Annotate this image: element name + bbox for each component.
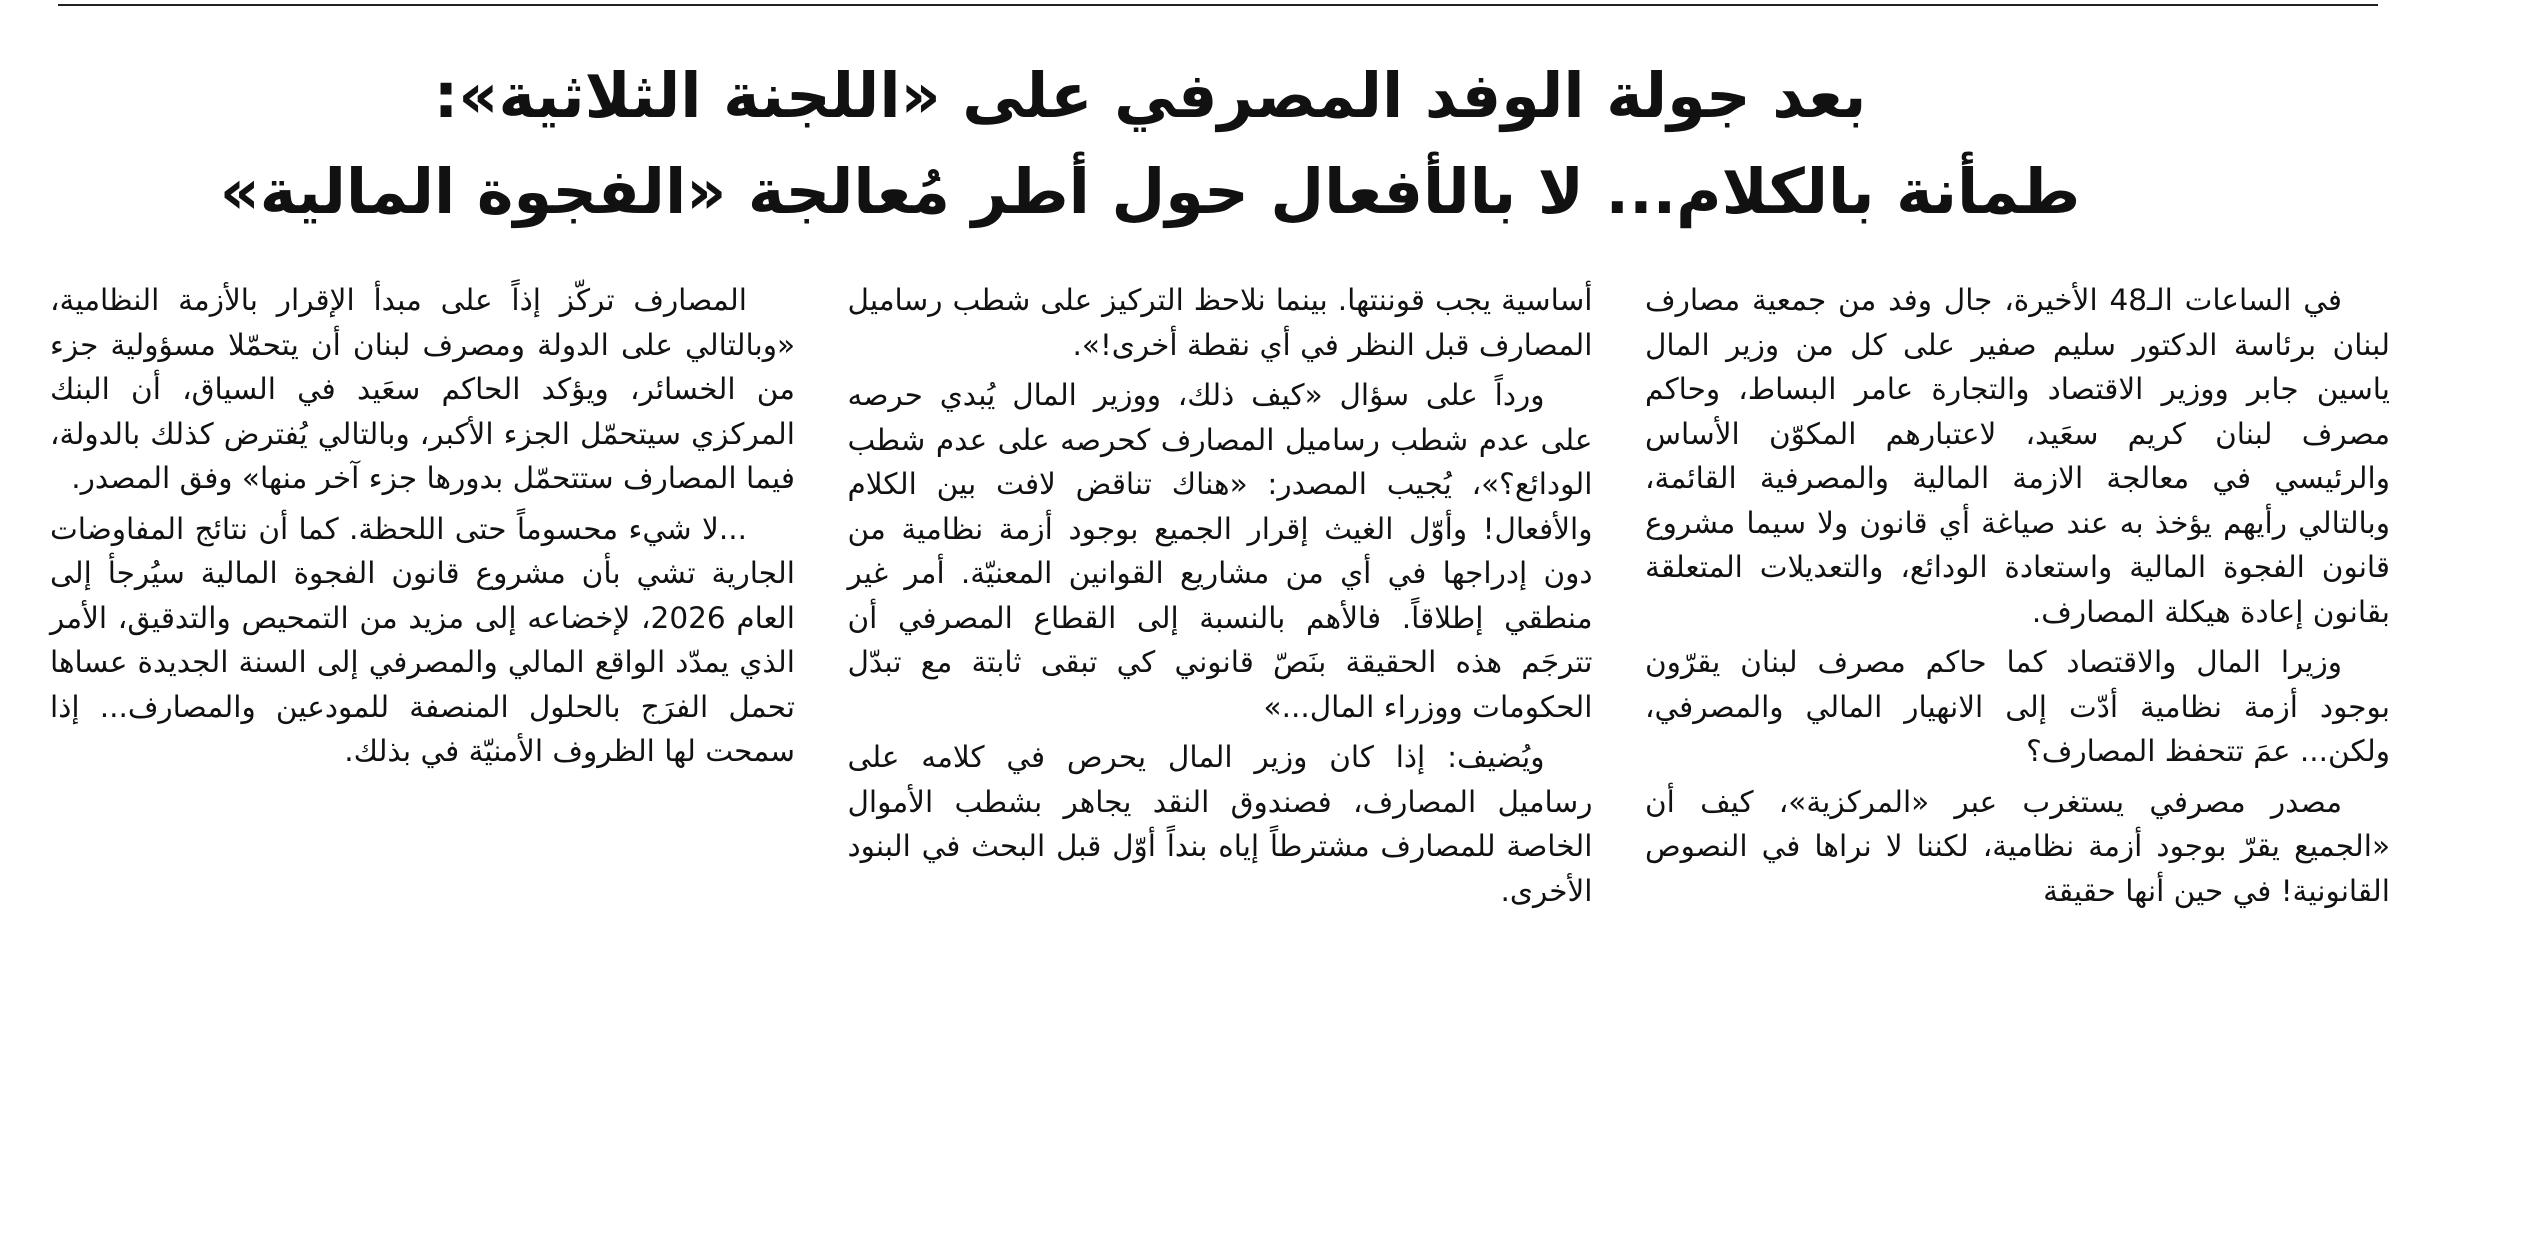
- article-column-2: [848, 278, 1593, 1078]
- paragraph: المصارف تركّز إذاً على مبدأ الإقرار بالأزمة النظامية، «وبالتالي على الدولة ومصرف لبنان أن يتحمّلا مسؤولية جزء من الخسائر، ويؤكد الحاكم سعَيد في السياق، أن البنك المركزي سيتحمّل الجزء الأكبر، وبالتالي يُفترض كذلك بالدولة، فيما المصارف ستتحمّل بدورها جزء آخر منها» وفق المصدر.: [50, 283, 795, 495]
- paragraph: وزيرا المال والاقتصاد كما حاكم مصرف لبنان يقرّون بوجود أزمة نظامية أدّت إلى الانهيار المالي والمصرفي، ولكن... عمَ تتحفظ المصارف؟: [1645, 645, 2390, 768]
- paragraph: أساسية يجب قوننتها. بينما نلاحظ التركيز على شطب رساميل المصارف قبل النظر في أي نقطة أخرى!».: [847, 283, 1593, 362]
- paragraph: مصدر مصرفي يستغرب عبر «المركزية»، كيف أن «الجميع يقرّ بوجود أزمة نظامية، لكننا لا نراها في النصوص القانونية! في حين أنها حقيقة: [1645, 784, 2390, 908]
- article-column-1: [1645, 278, 2390, 1078]
- paragraph: ورداً على سؤال «كيف ذلك، ووزير المال يُبدي حرصه على عدم شطب رساميل المصارف كحرصه على عدم شطب الودائع؟»، يُجيب المصدر: «هناك تناقض لافت بين الكلام والأفعال! وأوّل الغيث إقرار الجميع بوجود أزمة نظامية من دون إدراجها في أي من مشاريع القوانين المعنيّة. أمر غير منطقي إطلاقاً. فالأهم بالنسبة إلى القطاع المصرفي أن تترجَم هذه الحقيقة بنَصّ قانوني كي تبقى ثابتة مع تبدّل الحكومات ووزراء المال...»: [847, 378, 1593, 724]
- article-headline: [120, 48, 2180, 240]
- paragraph: ...لا شيء محسوماً حتى اللحظة. كما أن نتائج المفاوضات الجارية تشي بأن مشروع قانون الفجوة المالية سيُرجأ إلى العام 2026، لإخضاعه إلى مزيد من التمحيص والتدقيق، الأمر الذي يمدّد الواقع المالي والمصرفي إلى السنة الجديدة عساها تحمل الفرَج بالحلول المنصفة للمودعين والمصارف... إذا سمحت لها الظروف الأمنيّة في بذلك.: [50, 511, 795, 768]
- paragraph: في الساعات الـ48 الأخيرة، جال وفد من جمعية مصارف لبنان برئاسة الدكتور سليم صفير على كل من وزير المال ياسين جابر ووزير الاقتصاد والتجارة عامر البساط، وحاكم مصرف لبنان كريم سعَيد، لاعتبارهم المكوّن الأساس والرئيسي في معالجة الازمة المالية والمصرفية القائمة، وبالتالي رأيهم يؤخذ به عند صياغة أي قانون ولا سيما مشروع قانون الفجوة المالية واستعادة الودائع، والتعديلات المتعلقة بقانون إعادة هيكلة المصارف.: [1645, 283, 2390, 629]
- top-rule: [58, 4, 2378, 6]
- article-body: [50, 278, 2390, 1078]
- paragraph: ويُضيف: إذا كان وزير المال يحرص في كلامه على رساميل المصارف، فصندوق النقد يجاهر بشطب الأموال الخاصة للمصارف مشترطاً إياه بنداً أوّل قبل البحث في البنود الأخرى.: [847, 740, 1593, 908]
- headline-line-1: بعد جولة الوفد المصرفي على «اللجنة الثلاثية»:: [433, 59, 1867, 132]
- headline-line-2: طمأنة بالكلام... لا بالأفعال حول أطر مُعالجة «الفجوة المالية»: [219, 155, 2081, 228]
- article-column-3: [50, 278, 795, 1078]
